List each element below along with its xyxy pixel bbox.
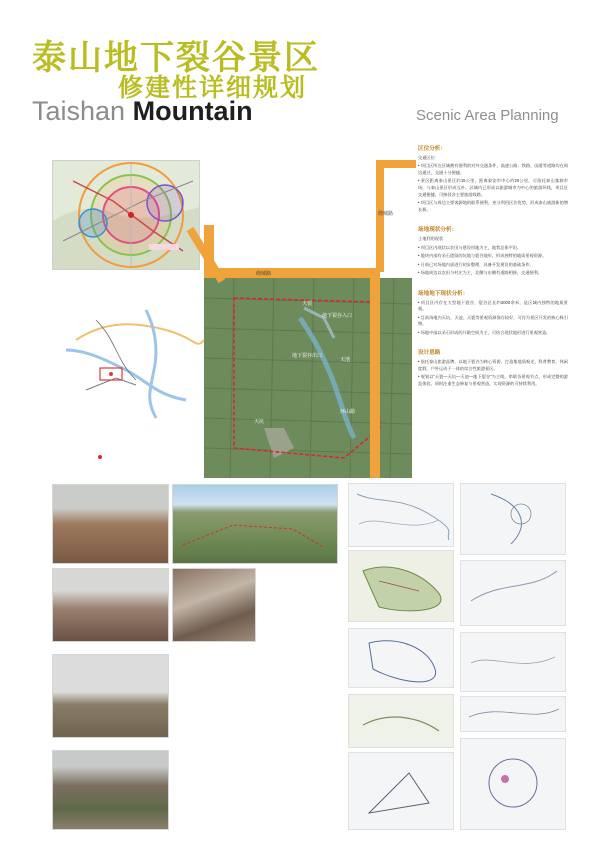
english-title xyxy=(32,96,253,127)
road-network-diagram xyxy=(56,300,206,420)
site-photo-ruin xyxy=(52,654,169,738)
sketch-6-graphic xyxy=(461,633,565,691)
site-photo-aerial-3d xyxy=(172,484,338,564)
section-paragraph: • 项目区与周边主要客源地的联系便利，充分利用区位优势，形成泰山旅游新的增长极。 xyxy=(418,200,568,212)
sketch-9 xyxy=(348,752,454,830)
label-ring-road: 绕城路 xyxy=(256,271,272,277)
section-paragraph: 交通区位： xyxy=(418,154,439,160)
section-paragraph: 土地利用现状 xyxy=(418,235,444,241)
regional-location-map xyxy=(52,160,200,270)
label-area-a: 天裂 xyxy=(302,301,313,307)
sketch-5-graphic xyxy=(349,629,453,687)
sketch-1 xyxy=(348,483,454,547)
sketch-5 xyxy=(348,628,454,688)
tagline: Scenic Area Planning xyxy=(416,107,559,124)
analysis-text-panel xyxy=(418,146,568,389)
section-paragraph: • 景区距离泰山景区约15公里，距离泰安市中心约20公里，可依托泰山客源市场，与泰山景区形成互补。区域内已形成以旅游城市为中心的旅游环线，项目区交通便捷，可接驳各主要旅游线路。 xyxy=(418,178,568,197)
site-photo-pit xyxy=(52,750,169,830)
sketch-7-graphic xyxy=(349,695,453,747)
diagonal-road xyxy=(186,225,226,285)
section-paragraph: • 地块内部有采石遗留的坑地与裂谷地形，形成独特的地质景观资源。 xyxy=(418,253,547,259)
aerial-map-graphic xyxy=(204,278,412,478)
section-underground xyxy=(418,291,568,337)
section-design-concept xyxy=(418,350,568,387)
sketch-10 xyxy=(460,738,566,830)
sketch-8 xyxy=(460,696,566,732)
sketch-1-graphic xyxy=(349,484,453,546)
site-photo-quarry-1 xyxy=(52,484,169,564)
regional-map-graphic xyxy=(53,161,199,269)
label-north-road: 绕城路 xyxy=(378,211,394,217)
section-paragraph: • 场地周边以农田与村庄为主，北侧与东侧有道路相接，交通便利。 xyxy=(418,270,543,276)
aerial-3d-graphic xyxy=(173,485,337,563)
sketch-10-graphic xyxy=(461,739,565,829)
section-site-status xyxy=(418,227,568,277)
ring-road-vertical-east xyxy=(370,268,380,478)
sketch-7 xyxy=(348,694,454,748)
section-heading: 场地地下现状分析： xyxy=(418,290,469,297)
page-title: 泰山地下裂谷景区 xyxy=(32,38,320,78)
section-paragraph: • 依托泰山旅游品牌，以地下裂谷为核心资源，打造集地质观光、科普教育、休闲度假、户外运动于一体的综合性旅游景区。 xyxy=(418,359,568,371)
label-area-c: 地下裂谷出口 xyxy=(292,353,323,359)
page-subtitle: 修建性详细规划 xyxy=(118,73,308,102)
section-paragraph: • 项目区所在区域拥有便利的对外交通条件，高速公路、铁路、国道等道路均在周边通过，交通十分便捷。 xyxy=(418,163,568,175)
sketch-3 xyxy=(348,550,454,622)
sketch-4 xyxy=(460,560,566,626)
sketch-2-graphic xyxy=(461,484,565,554)
label-area-b: 地下裂谷入口 xyxy=(322,313,353,319)
section-paragraph: • 项目区内存在大型地下裂谷，裂谷总长约3000余米，是区域内独特的地质景观。 xyxy=(418,299,568,312)
english-title-part1: Taishan xyxy=(32,96,126,126)
section-paragraph: • 规划以“天裂—天坑—天池—地下裂谷”为主线，串联各景观节点，形成完整的游览体验。同时注重生态修复与景观营造，实现资源的可持续利用。 xyxy=(418,374,568,386)
section-location xyxy=(418,146,568,213)
site-photo-quarry-3 xyxy=(172,568,256,642)
section-paragraph: • 目前场地内天坑、天池、天裂等景观资源保存较好，可作为景区开发的核心吸引物。 xyxy=(418,314,568,327)
site-aerial-map xyxy=(204,278,412,478)
sketch-3-graphic xyxy=(349,551,453,621)
sketch-9-graphic xyxy=(349,753,453,829)
section-heading: 场地现状分析： xyxy=(418,227,458,234)
english-title-part2: Mountain xyxy=(132,96,253,126)
label-area-e: 天坑 xyxy=(254,419,265,425)
sketch-8-graphic xyxy=(461,697,565,731)
ring-road-horizontal xyxy=(204,268,376,278)
site-photo-quarry-2 xyxy=(52,568,169,642)
section-paragraph: • 场地中部以采石形成的开敞空间为主，可结合现状地形进行景观营造。 xyxy=(418,329,551,335)
marker-dot xyxy=(98,455,102,459)
sketch-2 xyxy=(460,483,566,555)
sketch-6 xyxy=(460,632,566,692)
section-heading: 区位分析： xyxy=(418,146,446,152)
section-heading: 设计思路 xyxy=(418,350,441,357)
section-paragraph: • 日前已对场地内部进行初步整理，具备开发建设的基础条件。 xyxy=(418,261,534,267)
label-area-d: 天池 xyxy=(340,357,351,363)
section-paragraph: • 项目区内现状以农田与建设用地为主，地势总体平坦。 xyxy=(418,244,522,250)
label-east-road: 环山路 xyxy=(340,409,356,415)
sketch-4-graphic xyxy=(461,561,565,625)
